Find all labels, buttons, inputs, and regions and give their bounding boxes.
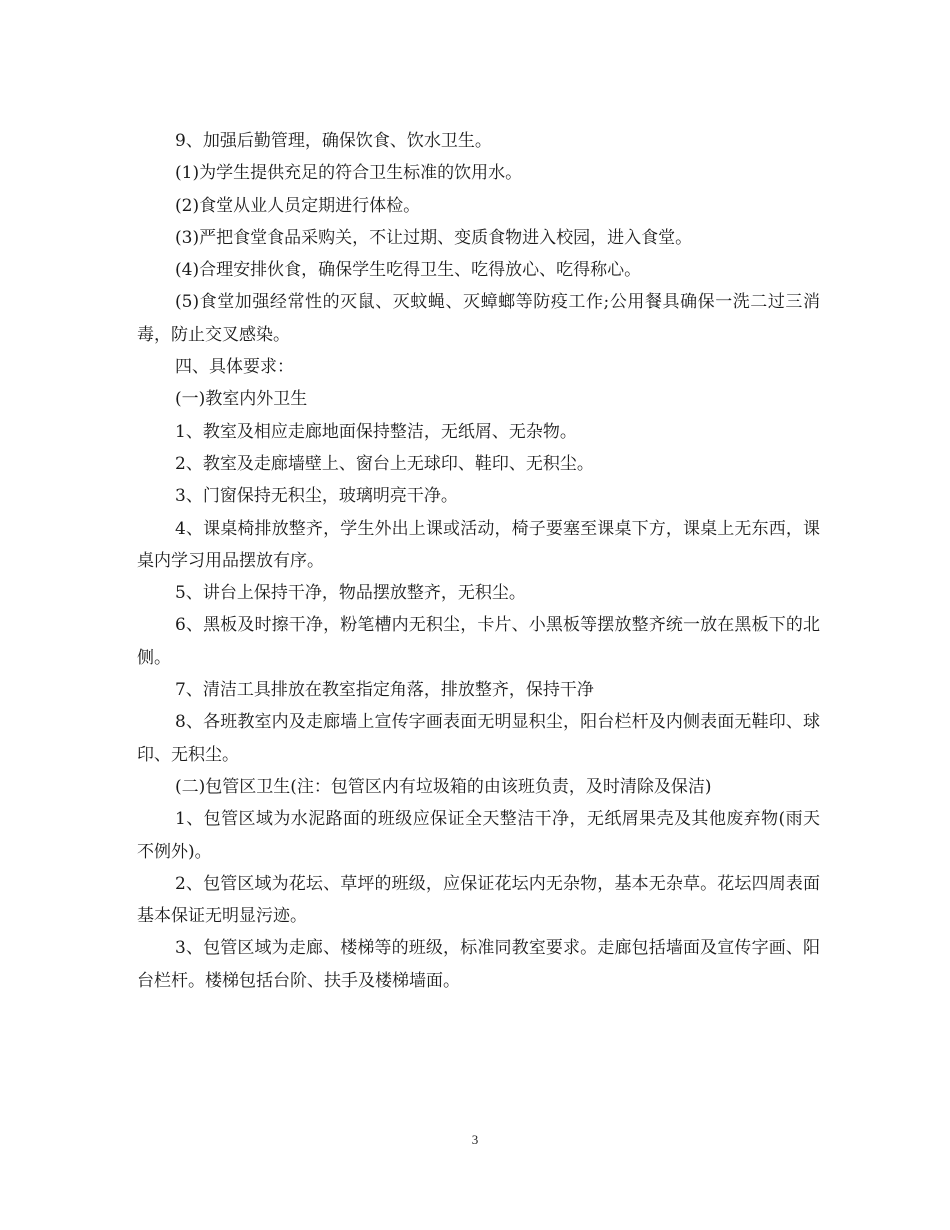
paragraph: 5、讲台上保持干净，物品摆放整齐，无积尘。 — [175, 583, 526, 604]
paragraph: 1、包管区域为水泥路面的班级应保证全天整洁干净，无纸屑果壳及其他废弃物(雨天不例外)。 — [137, 809, 820, 862]
subsection-heading: (二)包管区卫生(注：包管区内有垃圾箱的由该班负责，及时清除及保洁) — [175, 776, 712, 797]
document-body — [137, 125, 820, 997]
paragraph: (1)为学生提供充足的符合卫生标准的饮用水。 — [175, 163, 523, 184]
paragraph: 4、课桌椅排放整齐，学生外出上课或活动，椅子要塞至课桌下方，课桌上无东西，课桌内学习用品摆放有序。 — [137, 518, 820, 571]
paragraph: 6、黑板及时擦干净，粉笔槽内无积尘，卡片、小黑板等摆放整齐统一放在黑板下的北侧。 — [137, 615, 820, 668]
paragraph: (2)食堂从业人员定期进行体检。 — [175, 195, 421, 216]
page-number: 3 — [471, 1132, 479, 1147]
paragraph: 3、门窗保持无积尘，玻璃明亮干净。 — [175, 486, 458, 507]
paragraph: 7、清洁工具排放在教室指定角落，排放整齐，保持干净 — [175, 680, 594, 701]
section-heading: 四、具体要求： — [175, 357, 294, 378]
paragraph: 2、包管区域为花坛、草坪的班级，应保证花坛内无杂物，基本无杂草。花坛四周表面基本保证无明显污迹。 — [137, 873, 820, 927]
paragraph: (5)食堂加强经常性的灭鼠、灭蚊蝇、灭蟑螂等防疫工作;公用餐具确保一洗二过三消毒，防止交叉感染。 — [137, 292, 820, 345]
paragraph: (4)合理安排伙食，确保学生吃得卫生、吃得放心、吃得称心。 — [175, 260, 642, 281]
paragraph: (3)严把食堂食品采购关，不让过期、变质食物进入校园，进入食堂。 — [175, 227, 693, 248]
paragraph: 1、教室及相应走廊地面保持整洁，无纸屑、无杂物。 — [175, 421, 577, 442]
subsection-heading: (一)教室内外卫生 — [175, 389, 308, 410]
paragraph: 9、加强后勤管理，确保饮食、饮水卫生。 — [175, 131, 492, 151]
paragraph: 2、教室及走廊墙壁上、窗台上无球印、鞋印、无积尘。 — [175, 453, 594, 474]
paragraph: 3、包管区域为走廊、楼梯等的班级，标准同教室要求。走廊包括墙面及宣传字画、阳台栏杆。楼梯包括台阶、扶手及楼梯墙面。 — [137, 938, 820, 991]
paragraph: 8、各班教室内及走廊墙上宣传字画表面无明显积尘，阳台栏杆及内侧表面无鞋印、球印、无积尘。 — [137, 712, 820, 765]
